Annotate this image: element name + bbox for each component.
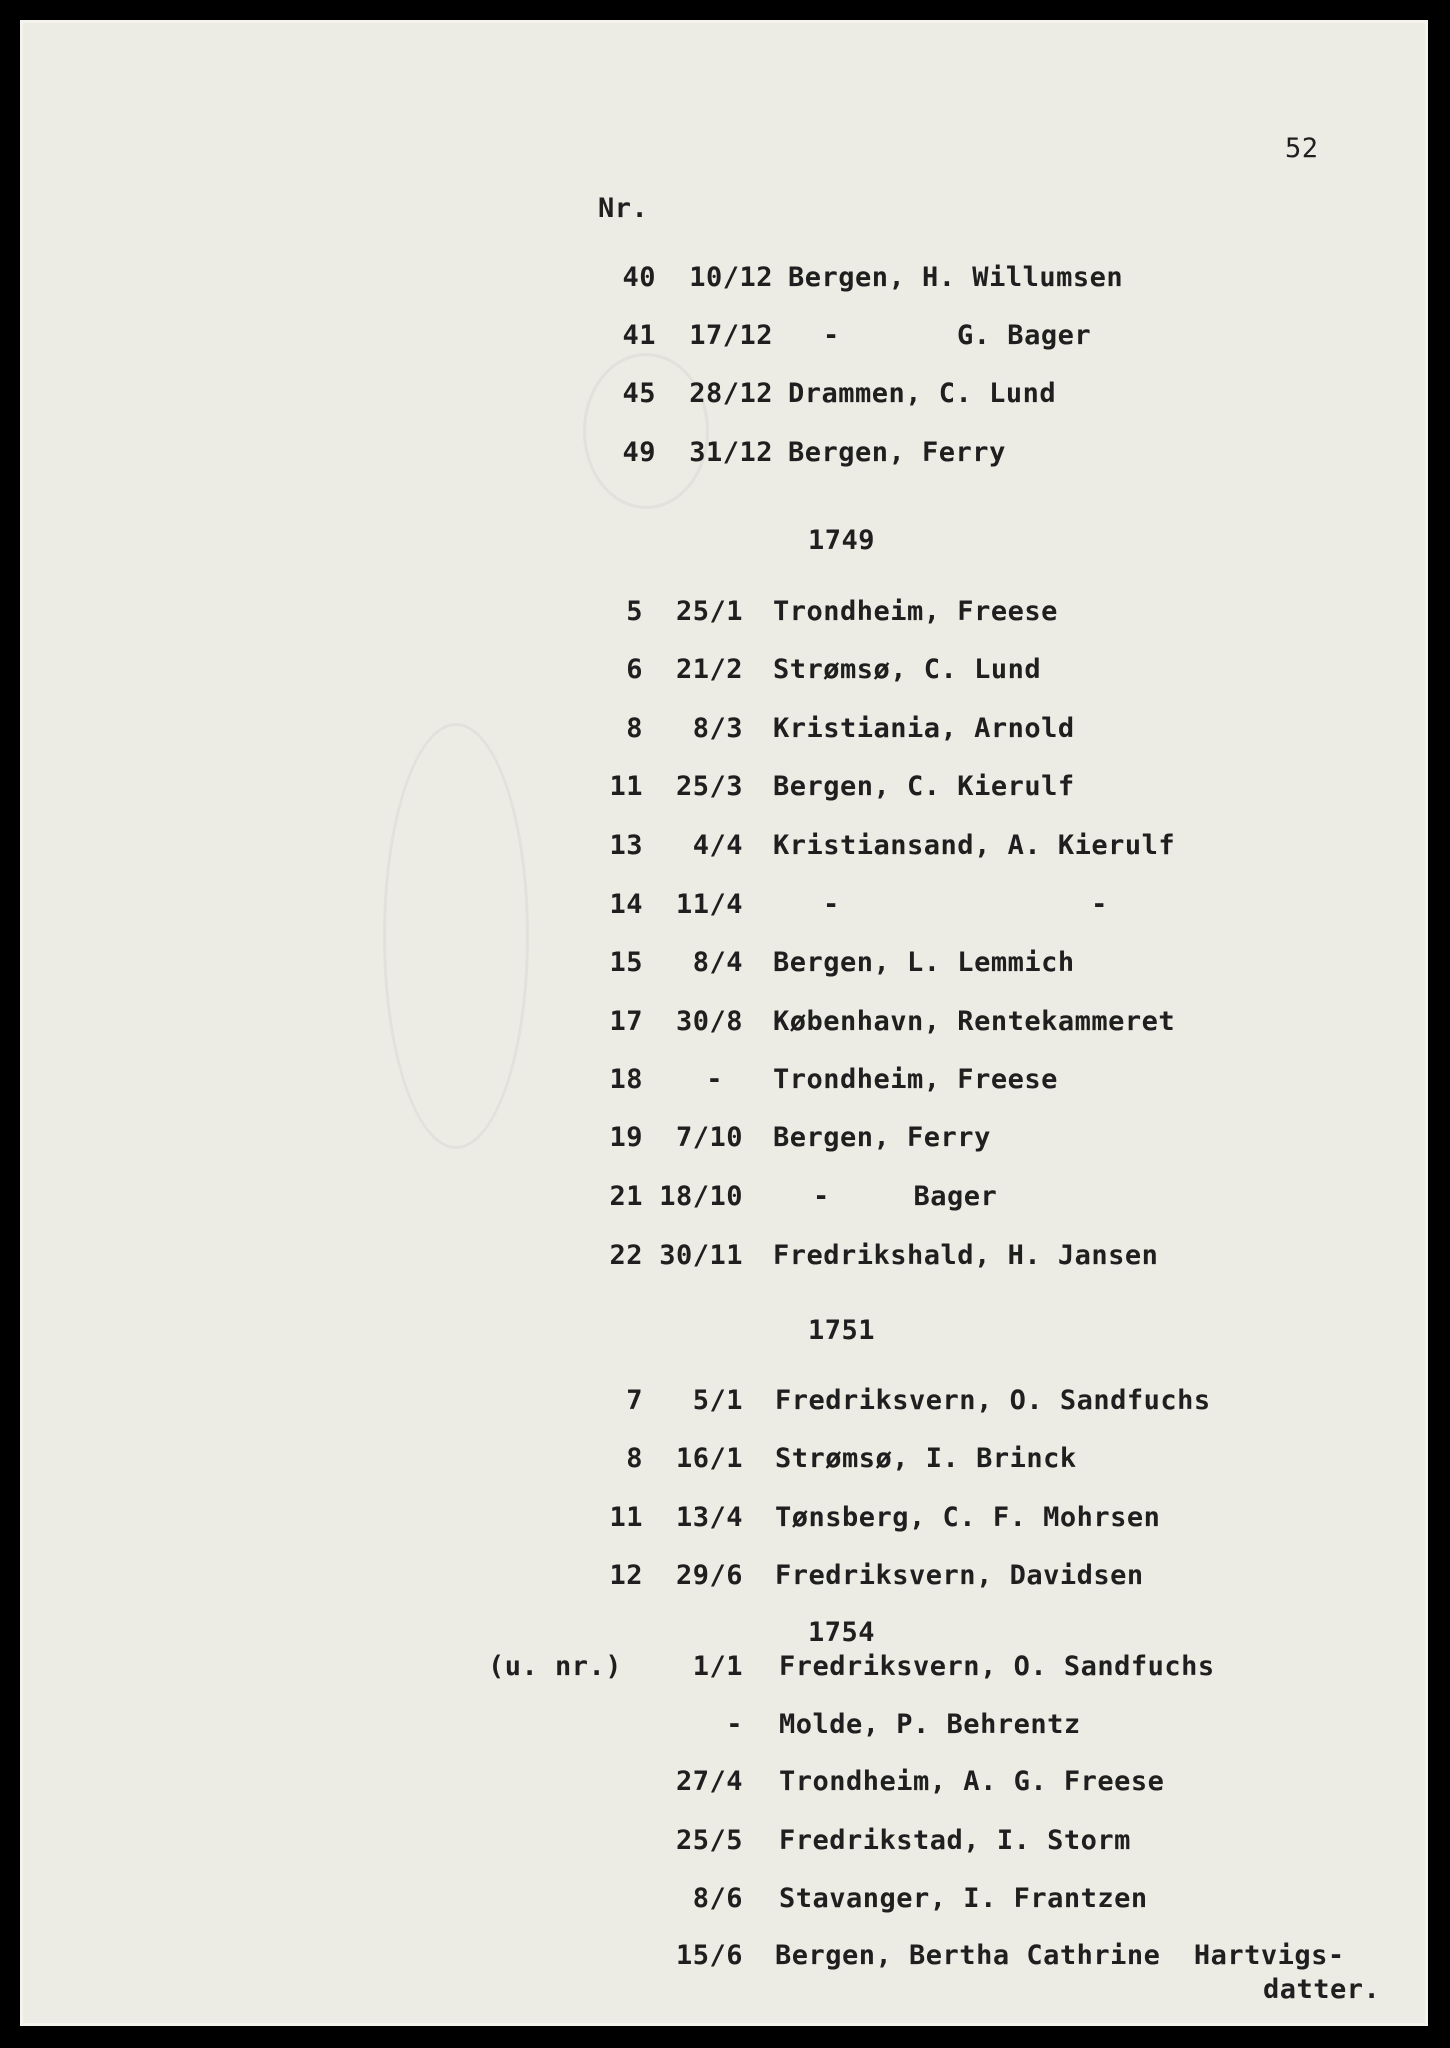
- row-number: 8: [626, 713, 643, 744]
- row-entry: Fredriksvern, Davidsen: [775, 1560, 1144, 1591]
- row-entry: Bergen, C. Kierulf: [773, 771, 1075, 802]
- row-date: 8/4: [692, 947, 743, 978]
- row-date: 25/3: [675, 771, 743, 802]
- row-date: 27/4: [675, 1766, 743, 1797]
- row-entry: Kristiansand, A. Kierulf: [773, 830, 1176, 861]
- row-number: 14: [609, 889, 643, 920]
- row-entry: - G. Bager: [823, 320, 1092, 351]
- row-date: 5/1: [692, 1385, 743, 1416]
- row-date: 1/1: [692, 1651, 743, 1682]
- row-entry: Bergen, Bertha Cathrine Hartvigs-: [775, 1940, 1345, 1971]
- row-entry: Bergen, Ferry: [773, 1122, 991, 1153]
- row-number: (u. nr.): [488, 1651, 623, 1682]
- row-entry: - -: [823, 889, 1108, 920]
- row-number: 21: [609, 1181, 643, 1212]
- row-date: 16/1: [675, 1443, 743, 1474]
- row-date: 31/12: [689, 437, 773, 468]
- row-entry: Fredrikstad, I. Storm: [779, 1825, 1131, 1856]
- row-entry: Fredrikshald, H. Jansen: [773, 1240, 1159, 1271]
- row-number: 5: [626, 596, 643, 627]
- row-entry: København, Rentekammeret: [773, 1006, 1176, 1037]
- row-number: 13: [609, 830, 643, 861]
- row-date: 21/2: [675, 654, 743, 685]
- row-entry: Strømsø, I. Brinck: [775, 1443, 1077, 1474]
- row-number: 15: [609, 947, 643, 978]
- row-date: 30/8: [675, 1006, 743, 1037]
- faint-stamp-mark: [583, 353, 709, 509]
- row-date: 7/10: [675, 1122, 743, 1153]
- row-entry: Drammen, C. Lund: [788, 378, 1057, 409]
- row-date: 17/12: [689, 320, 773, 351]
- row-number: 49: [622, 437, 656, 468]
- row-date: 11/4: [675, 889, 743, 920]
- row-entry: Strømsø, C. Lund: [773, 654, 1042, 685]
- row-number: 45: [622, 378, 656, 409]
- faint-bleed-through-mark: [383, 723, 529, 1149]
- row-date: 13/4: [675, 1502, 743, 1533]
- row-date: 4/4: [692, 830, 743, 861]
- row-date: 8/3: [692, 713, 743, 744]
- row-entry: - Bager: [813, 1181, 998, 1212]
- column-header-nr: Nr.: [598, 193, 649, 224]
- row-number: 6: [626, 654, 643, 685]
- row-entry: Trondheim, A. G. Freese: [779, 1766, 1165, 1797]
- row-date: 29/6: [675, 1560, 743, 1591]
- row-date: 15/6: [675, 1940, 743, 1971]
- row-entry: Trondheim, Freese: [773, 596, 1058, 627]
- row-number: 11: [609, 771, 643, 802]
- row-entry: Tønsberg, C. F. Mohrsen: [775, 1502, 1161, 1533]
- row-entry: Kristiania, Arnold: [773, 713, 1075, 744]
- row-number: 17: [609, 1006, 643, 1037]
- row-number: 8: [626, 1443, 643, 1474]
- continuation-text: datter.: [1263, 1974, 1381, 2005]
- row-number: 7: [626, 1385, 643, 1416]
- page-number: 52: [1285, 133, 1319, 164]
- row-number: 40: [622, 262, 656, 293]
- year-heading: 1749: [808, 525, 876, 556]
- row-date: 8/6: [692, 1883, 743, 1914]
- row-entry: Bergen, L. Lemmich: [773, 947, 1075, 978]
- row-date: -: [726, 1709, 743, 1740]
- row-number: 22: [609, 1240, 643, 1271]
- row-date: 28/12: [689, 378, 773, 409]
- document-page: [20, 20, 1428, 2026]
- row-number: 18: [609, 1064, 643, 1095]
- row-date: -: [706, 1064, 723, 1095]
- row-date: 10/12: [689, 262, 773, 293]
- row-number: 11: [609, 1502, 643, 1533]
- row-number: 19: [609, 1122, 643, 1153]
- row-entry: Bergen, H. Willumsen: [788, 262, 1124, 293]
- year-heading: 1751: [808, 1315, 876, 1346]
- row-date: 25/5: [675, 1825, 743, 1856]
- row-number: 12: [609, 1560, 643, 1591]
- row-date: 18/10: [659, 1181, 743, 1212]
- year-heading: 1754: [808, 1617, 876, 1648]
- row-entry: Fredriksvern, O. Sandfuchs: [779, 1651, 1215, 1682]
- row-entry: Bergen, Ferry: [788, 437, 1006, 468]
- row-entry: Fredriksvern, O. Sandfuchs: [775, 1385, 1211, 1416]
- row-entry: Molde, P. Behrentz: [779, 1709, 1081, 1740]
- row-entry: Trondheim, Freese: [773, 1064, 1058, 1095]
- row-entry: Stavanger, I. Frantzen: [779, 1883, 1148, 1914]
- row-date: 30/11: [659, 1240, 743, 1271]
- row-number: 41: [622, 320, 656, 351]
- row-date: 25/1: [675, 596, 743, 627]
